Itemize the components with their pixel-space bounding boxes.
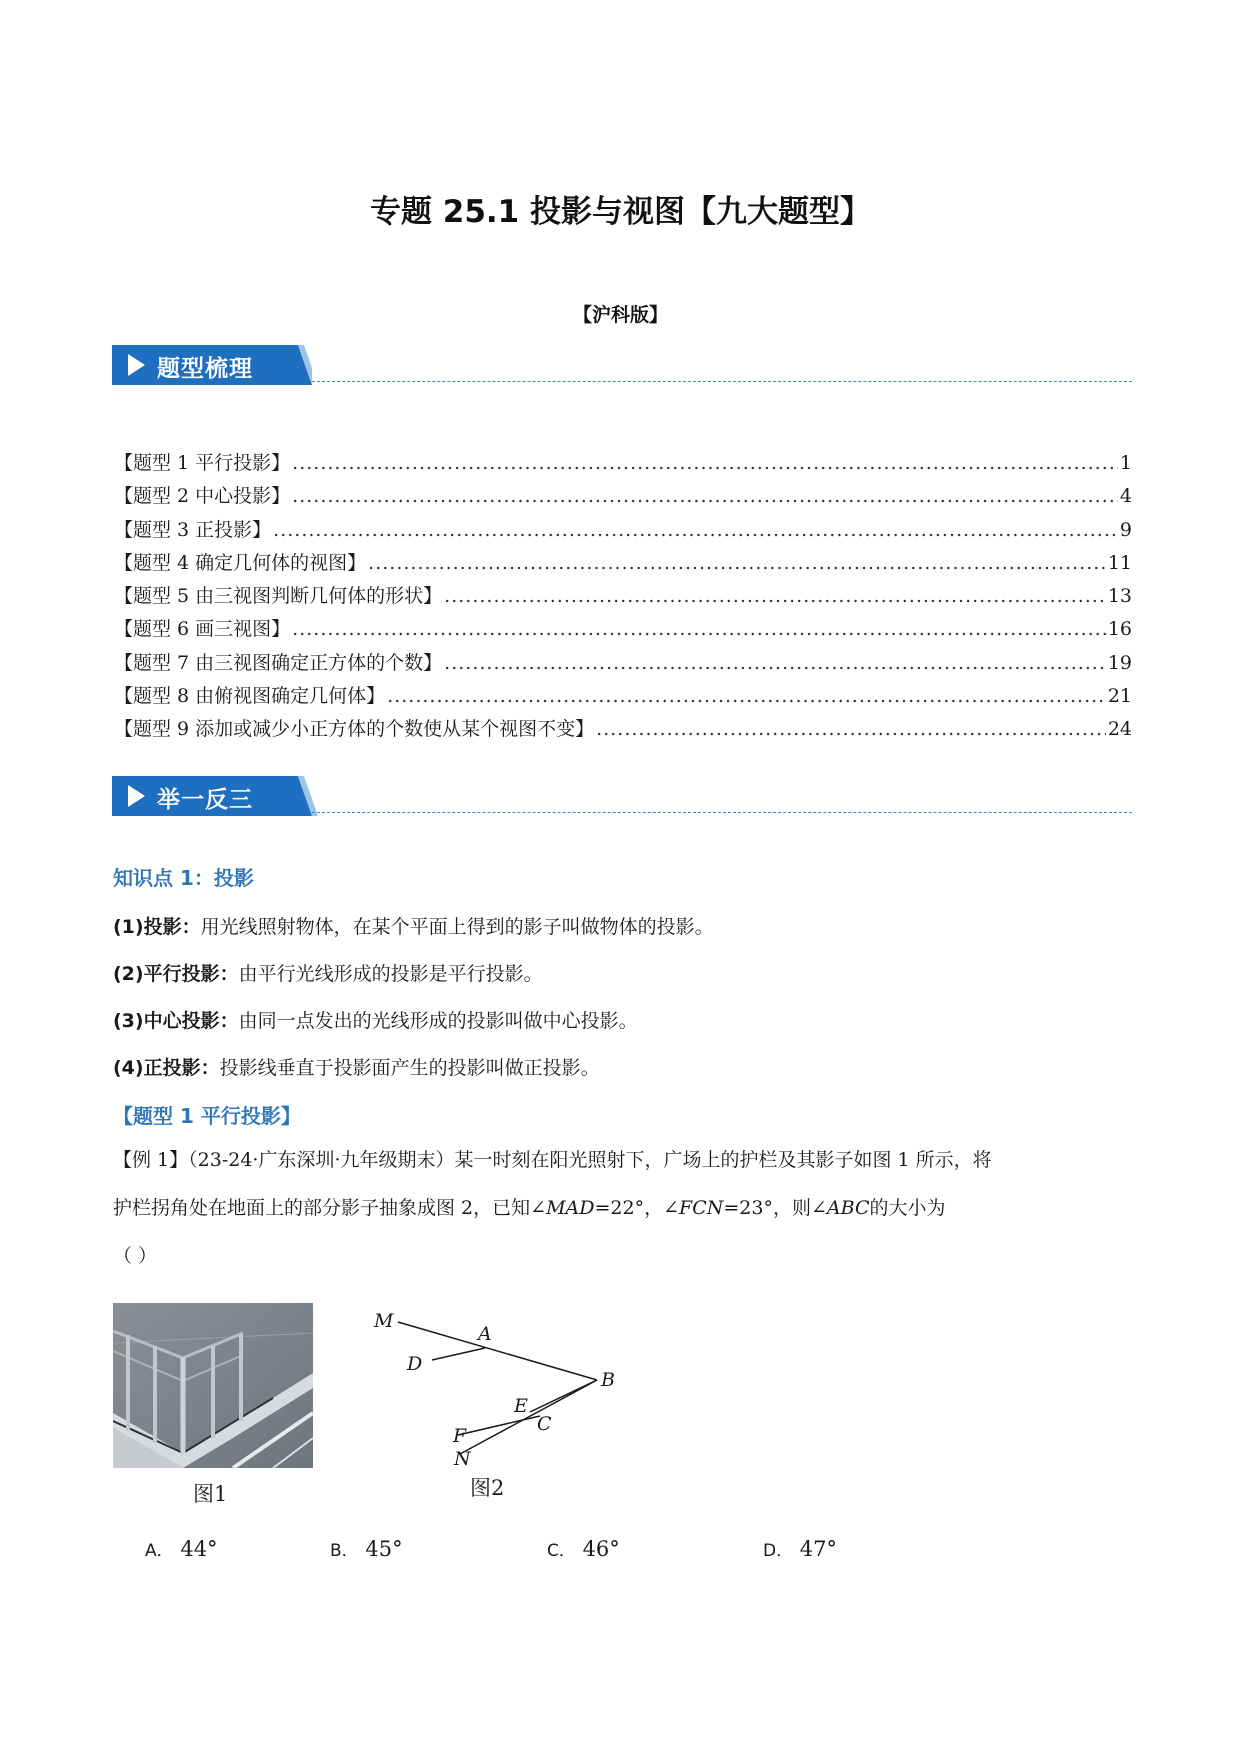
- toc-item-page: 11: [1107, 551, 1132, 574]
- toc-item-label: 【题型 1 平行投影】: [114, 452, 291, 474]
- angle-value: =23°，则∠: [723, 1197, 827, 1219]
- toc-item-label: 【题型 4 确定几何体的视图】: [114, 551, 367, 574]
- example-line-1: [113, 1136, 1133, 1184]
- definition-text: 由平行光线形成的投影是平行投影。: [238, 963, 543, 985]
- option-value: 46°: [582, 1537, 620, 1561]
- definition-term: (4)正投影：: [113, 1057, 220, 1079]
- toc-item-label: 【题型 7 由三视图确定正方体的个数】: [114, 651, 443, 674]
- toc-item[interactable]: [114, 714, 1132, 747]
- toc-item-page: 4: [1119, 485, 1132, 508]
- definition-term: (3)中心投影：: [113, 1010, 239, 1032]
- option-d[interactable]: [763, 1536, 837, 1561]
- toc-item[interactable]: [114, 681, 1132, 714]
- toc-item-label: 【题型 6 画三视图】: [114, 618, 291, 641]
- point-label-m: M: [374, 1310, 394, 1332]
- option-a[interactable]: [145, 1536, 218, 1561]
- toc-item-page: 21: [1107, 685, 1132, 708]
- option-key: A．: [145, 1541, 174, 1561]
- definition-term: (1)投影：: [113, 916, 201, 938]
- point-label-f: F: [453, 1425, 467, 1447]
- dashed-divider: [312, 381, 1132, 382]
- definition-text: 投影线垂直于投影面产生的投影叫做正投影。: [219, 1057, 600, 1079]
- point-label-e: E: [514, 1395, 528, 1417]
- example-text: 某一时刻在阳光照射下，广场上的护栏及其影子如图 1 所示，将: [454, 1149, 992, 1171]
- toc-item-page: 16: [1107, 618, 1132, 641]
- toc-item[interactable]: [114, 515, 1132, 548]
- toc-item[interactable]: [114, 581, 1132, 614]
- option-value: 44°: [180, 1537, 218, 1561]
- edition-label: 【沪科版】: [572, 304, 668, 326]
- page-title: 专题 25.1 投影与视图【九大题型】: [369, 194, 872, 230]
- section-examples-label: 举一反三: [157, 787, 253, 813]
- section-banner-overview: [112, 345, 1132, 385]
- toc-item[interactable]: [114, 648, 1132, 681]
- toc-item-page: 1: [1119, 452, 1132, 474]
- definition-term: (2)平行投影：: [113, 963, 239, 985]
- example-text: 护栏拐角处在地面上的部分影子抽象成图 2，已知∠: [113, 1197, 547, 1219]
- toc-item-label: 【题型 8 由俯视图确定几何体】: [114, 685, 386, 708]
- figure-2-caption: 图2: [470, 1476, 505, 1500]
- toc-item[interactable]: [114, 614, 1132, 647]
- example-line-3: [113, 1232, 1133, 1280]
- definition-text: 用光线照射物体，在某个平面上得到的影子叫做物体的投影。: [200, 916, 714, 938]
- angle-value: =22°，∠: [594, 1197, 680, 1219]
- example-line-2: [113, 1184, 1133, 1232]
- example-question: [113, 1136, 1133, 1280]
- option-b[interactable]: [330, 1536, 403, 1561]
- point-label-c: C: [537, 1413, 552, 1435]
- option-c[interactable]: [547, 1536, 620, 1561]
- toc-item-label: 【题型 3 正投影】: [114, 518, 272, 541]
- definition-text: 由同一点发出的光线形成的投影叫做中心投影。: [238, 1010, 638, 1032]
- definition-item: [113, 959, 543, 986]
- definition-item: [113, 1053, 600, 1080]
- table-of-contents: [114, 448, 1132, 748]
- dashed-divider: [312, 812, 1132, 813]
- type1-heading: 【题型 1 平行投影】: [113, 1104, 301, 1128]
- example-label: 【例 1】: [113, 1149, 189, 1171]
- figure-1-caption: 图1: [193, 1482, 228, 1506]
- example-source: （23-24·广东深圳·九年级期末）: [188, 1149, 455, 1171]
- definition-item: [113, 1006, 638, 1033]
- toc-item-label: 【题型 9 添加或减少小正方体的个数使从某个视图不变】: [114, 718, 595, 741]
- option-key: C．: [547, 1541, 576, 1561]
- option-value: 45°: [365, 1537, 403, 1561]
- toc-item-page: 9: [1119, 518, 1132, 541]
- toc-item[interactable]: [114, 448, 1132, 481]
- knowledge-title: 知识点 1：投影: [113, 866, 254, 890]
- point-label-b: B: [601, 1369, 615, 1391]
- toc-item[interactable]: [114, 548, 1132, 581]
- option-key: D．: [763, 1541, 794, 1561]
- example-text: 的大小为: [869, 1197, 946, 1219]
- toc-item[interactable]: [114, 481, 1132, 514]
- option-key: B．: [330, 1541, 359, 1561]
- toc-item-page: 19: [1107, 651, 1132, 674]
- section-banner-examples: [112, 776, 1132, 816]
- angle-name: MAD: [546, 1197, 595, 1219]
- point-label-d: D: [407, 1353, 423, 1375]
- point-label-a: A: [478, 1323, 492, 1345]
- option-value: 47°: [799, 1537, 838, 1561]
- angle-name: FCN: [679, 1197, 724, 1219]
- toc-item-page: 13: [1107, 585, 1132, 608]
- toc-item-page: 24: [1107, 718, 1132, 741]
- point-label-n: N: [454, 1448, 471, 1470]
- toc-item-label: 【题型 2 中心投影】: [114, 485, 291, 508]
- answer-blank: （ ）: [113, 1245, 158, 1267]
- figure-1-photo: [113, 1303, 313, 1468]
- definition-item: [113, 912, 714, 939]
- section-overview-label: 题型梳理: [157, 356, 253, 382]
- angle-name: ABC: [826, 1197, 870, 1219]
- toc-item-label: 【题型 5 由三视图判断几何体的形状】: [114, 585, 443, 608]
